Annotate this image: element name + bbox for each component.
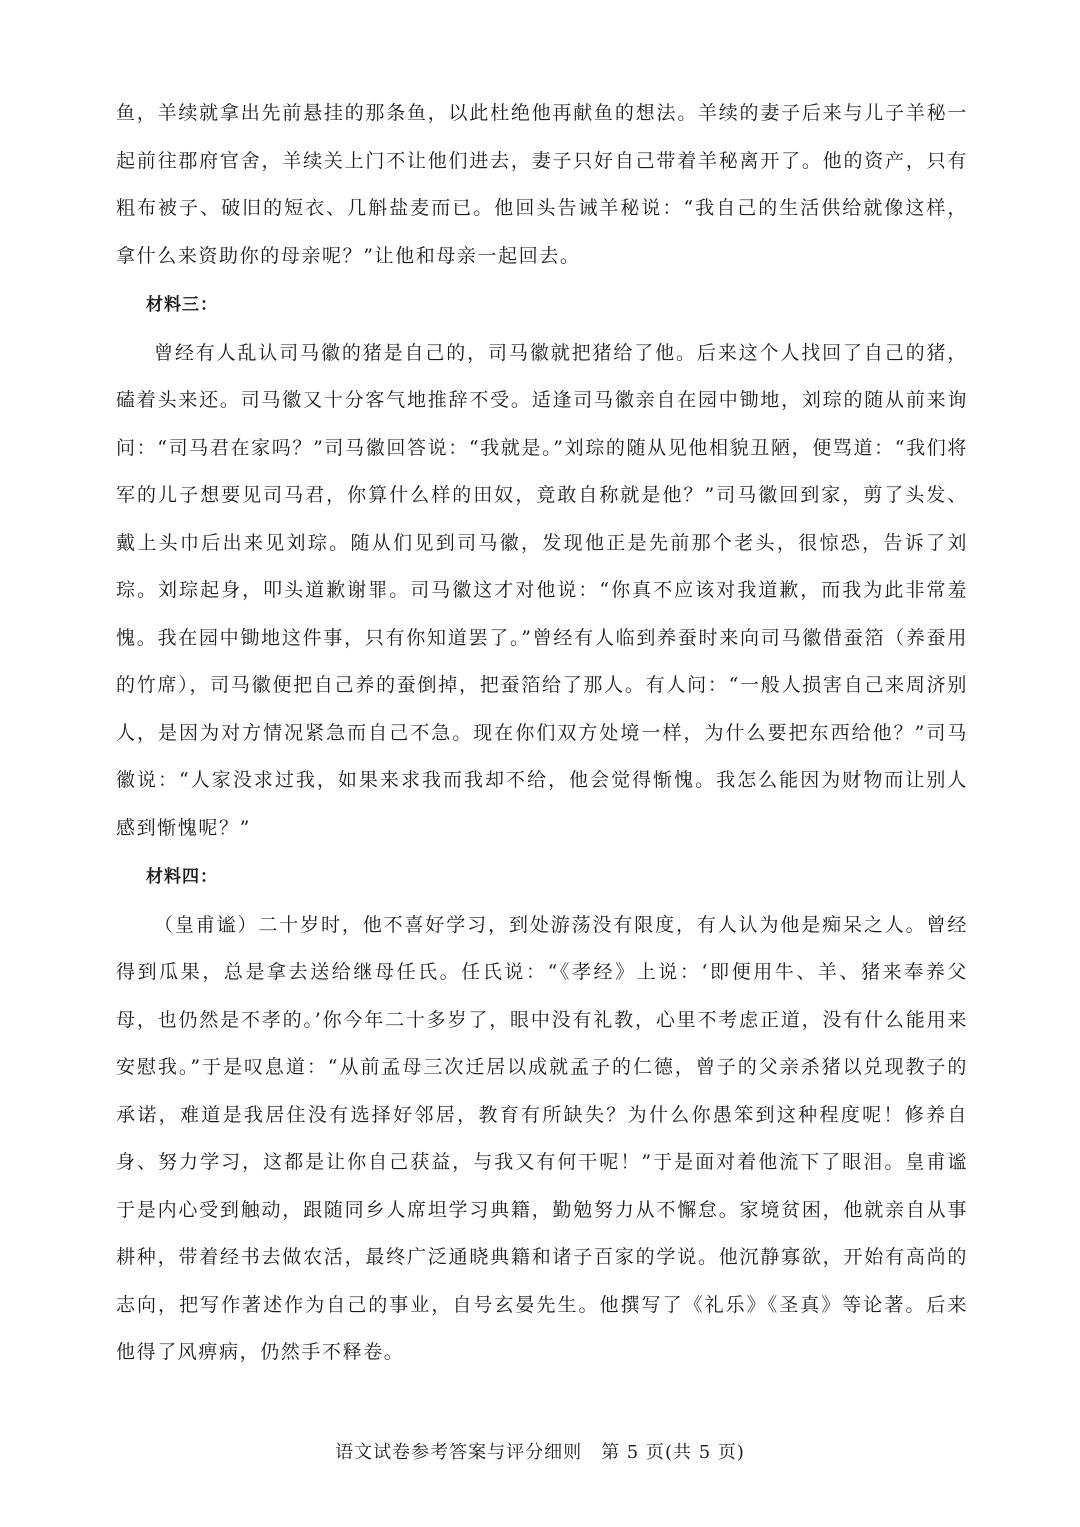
paragraph-material-2-end: 鱼，羊续就拿出先前悬挂的那条鱼，以此杜绝他再献鱼的想法。羊续的妻子后来与儿子羊秘一起前往郡府官舍，羊续关上门不让他们进去，妻子只好自己带着羊秘离开了。他的资产，只有粗布被子、破旧的短衣、几斛盐麦而已。他回头告诫羊秘说：“我自己的生活供给就像这样，拿什么来资助你的母亲呢？”让他和母亲一起回去。 <box>116 102 968 267</box>
heading-material-4: 材料四： <box>146 867 218 887</box>
document-body <box>116 90 968 1377</box>
page-footer: 语文试卷参考答案与评分细则 第 5 页(共 5 页) <box>335 1442 745 1463</box>
heading-material-3: 材料三： <box>146 295 218 315</box>
paragraph-material-3: 曾经有人乱认司马徽的猪是自己的，司马徽就把猪给了他。后来这个人找回了自己的猪，磕着头来还。司马徽又十分客气地推辞不受。适逢司马徽亲自在园中锄地，刘琮的随从前来询问：“司马君在家吗？”司马徽回答说：“我就是。”刘琮的随从见他相貌丑陋，便骂道：“我们将军的儿子想要见司马君，你算什么样的田奴，竟敢自称就是他？”司马徽回到家，剪了头发、戴上头巾后出来见刘琮。随从们见到司马徽，发现他正是先前那个老头，很惊恐，告诉了刘琮。刘琮起身，叩头道歉谢罪。司马徽这才对他说：“你真不应该对我道歉，而我为此非常羞愧。我在园中锄地这件事，只有你知道罢了。”曾经有人临到养蚕时来向司马徽借蚕箔（养蚕用的竹席），司马徽便把自己养的蚕倒掉，把蚕箔给了那人。有人问：“一般人损害自己来周济别人，是因为对方情况紧急而自己不急。现在你们双方处境一样，为什么要把东西给他？”司马徽说：“人家没求过我，如果来求我而我却不给，他会觉得惭愧。我怎么能因为财物而让别人感到惭愧呢？” <box>116 341 968 839</box>
paragraph-material-4: （皇甫谧）二十岁时，他不喜好学习，到处游荡没有限度，有人认为他是痴呆之人。曾经得到瓜果，总是拿去送给继母任氏。任氏说：“《孝经》上说：‘即便用牛、羊、猪来奉养父母，也仍然是不孝的。’你今年二十多岁了，眼中没有礼教，心里不考虑正道，没有什么能用来安慰我。”于是叹息道：“从前孟母三次迁居以成就孟子的仁德，曾子的父亲杀猪以兑现教子的承诺，难道是我居住没有选择好邻居，教育有所缺失？为什么你愚笨到这种程度呢！修养自身、努力学习，这都是让你自己获益，与我又有何干呢！”于是面对着他流下了眼泪。皇甫谧于是内心受到触动，跟随同乡人席坦学习典籍，勤勉努力从不懈怠。家境贫困，他就亲自从事耕种，带着经书去做农活，最终广泛通晓典籍和诸子百家的学说。他沉静寡欲，开始有高尚的志向，把写作著述作为自己的事业，自号玄晏先生。他撰写了《礼乐》《圣真》等论著。后来他得了风痹病，仍然手不释卷。 <box>116 913 968 1363</box>
